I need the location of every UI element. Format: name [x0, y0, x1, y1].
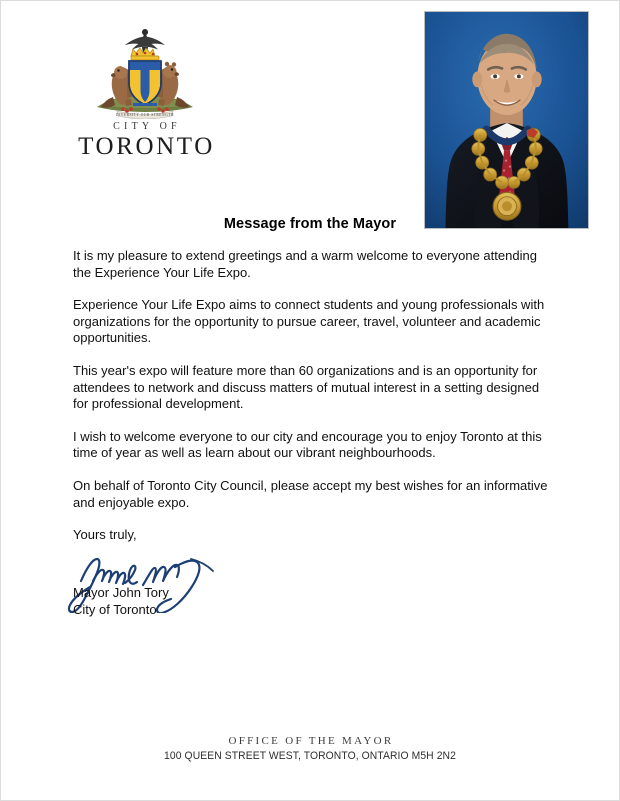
toronto-coat-of-arms-icon: [87, 23, 203, 119]
signature-name-lines: [73, 585, 169, 618]
signer-name: Mayor John Tory: [73, 585, 169, 600]
closing-salutation: Yours truly,: [73, 527, 137, 543]
paragraph-2: Experience Your Life Expo aims to connect students and young professionals with organizations for the opportunity to pursue career, travel, volunteer and academic opportunities.: [73, 297, 545, 346]
page-title: Message from the Mayor: [223, 216, 397, 232]
paragraph-1: It is my pleasure to extend greetings and a warm welcome to everyone attending the Experience Your Life Expo.: [73, 248, 537, 280]
mayor-portrait-photo: [424, 11, 589, 229]
wordmark-city-of: CITY OF: [113, 121, 181, 132]
paragraph-4: I wish to welcome everyone to our city and encourage you to enjoy Toronto at this time of year as well as learn about our vibrant neighbourhoods.: [73, 428, 542, 461]
signer-title: City of Toronto: [73, 601, 157, 617]
svg-text:DIVERSITY OUR STRENGTH: DIVERSITY OUR STRENGTH: [116, 113, 174, 117]
wordmark-toronto: TORONTO: [78, 133, 215, 160]
paragraph-5: On behalf of Toronto City Council, please accept my best wishes for an informative and enjoyable expo.: [73, 477, 548, 510]
letter-body: [73, 248, 548, 560]
page-footer: [1, 734, 619, 764]
footer-address-line: 100 QUEEN STREET WEST, TORONTO, ONTARIO M5H 2N2: [164, 750, 456, 762]
footer-office-line: OFFICE OF THE MAYOR: [228, 735, 394, 747]
signature-block: [73, 541, 333, 626]
paragraph-3: This year's expo will feature more than 60 organizations and is an opportunity for attendees to network and discuss matters of mutual interest in a setting designed for professional development.: [73, 362, 540, 412]
letterhead: [75, 23, 215, 160]
city-wordmark: [75, 121, 215, 160]
